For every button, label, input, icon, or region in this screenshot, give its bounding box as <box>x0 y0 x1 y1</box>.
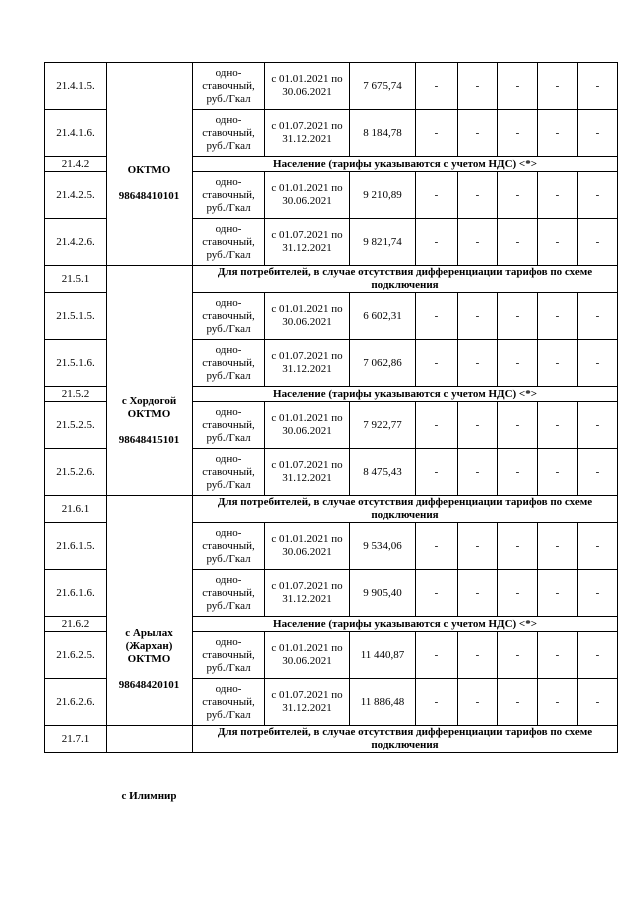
empty-dash-cell: - <box>498 402 538 449</box>
tariff-period: с 01.01.2021 по 30.06.2021 <box>265 172 350 219</box>
tariff-period: с 01.01.2021 по 30.06.2021 <box>265 293 350 340</box>
empty-dash-cell: - <box>498 570 538 617</box>
empty-dash-cell: - <box>458 402 498 449</box>
section-title: Население (тарифы указываются с учетом НДС) <*> <box>193 617 618 632</box>
location-line: ОКТМО <box>127 164 171 176</box>
empty-dash-cell: - <box>416 219 458 266</box>
section-title: Население (тарифы указываются с учетом НДС) <*> <box>193 157 618 172</box>
tariff-kind: одно-ставочный, руб./Гкал <box>193 293 265 340</box>
tariff-kind: одно-ставочный, руб./Гкал <box>193 340 265 387</box>
empty-dash-cell: - <box>538 523 578 570</box>
row-code: 21.6.2 <box>45 617 107 632</box>
empty-dash-cell: - <box>538 219 578 266</box>
empty-dash-cell: - <box>498 110 538 157</box>
row-code: 21.4.2 <box>45 157 107 172</box>
row-code: 21.5.1.5. <box>45 293 107 340</box>
tariff-kind: одно-ставочный, руб./Гкал <box>193 172 265 219</box>
empty-dash-cell: - <box>416 632 458 679</box>
row-code: 21.4.1.6. <box>45 110 107 157</box>
tariff-period: с 01.07.2021 по 31.12.2021 <box>265 449 350 496</box>
empty-dash-cell: - <box>416 63 458 110</box>
empty-dash-cell: - <box>498 632 538 679</box>
tariff-kind: одно-ставочный, руб./Гкал <box>193 679 265 726</box>
empty-dash-cell: - <box>416 110 458 157</box>
tariff-kind: одно-ставочный, руб./Гкал <box>193 63 265 110</box>
tariff-value: 7 675,74 <box>350 63 416 110</box>
location-line: 98648410101 <box>118 190 180 202</box>
tariff-kind: одно-ставочный, руб./Гкал <box>193 632 265 679</box>
empty-dash-cell: - <box>578 110 618 157</box>
location-line: с Арылах <box>125 627 173 639</box>
tariff-period: с 01.01.2021 по 30.06.2021 <box>265 523 350 570</box>
tariff-period: с 01.01.2021 по 30.06.2021 <box>265 632 350 679</box>
empty-dash-cell: - <box>498 63 538 110</box>
tariff-kind: одно-ставочный, руб./Гкал <box>193 110 265 157</box>
location-label <box>106 790 192 803</box>
tariff-value: 7 062,86 <box>350 340 416 387</box>
location-line: с Илимнир <box>121 790 177 802</box>
empty-dash-cell: - <box>416 523 458 570</box>
empty-dash-cell: - <box>458 449 498 496</box>
tariff-period: с 01.07.2021 по 31.12.2021 <box>265 679 350 726</box>
empty-dash-cell: - <box>498 172 538 219</box>
empty-dash-cell: - <box>458 110 498 157</box>
tariff-value: 9 821,74 <box>350 219 416 266</box>
empty-dash-cell: - <box>538 340 578 387</box>
location-label <box>106 164 192 203</box>
empty-dash-cell: - <box>458 632 498 679</box>
empty-dash-cell: - <box>458 219 498 266</box>
tariff-kind: одно-ставочный, руб./Гкал <box>193 402 265 449</box>
empty-dash-cell: - <box>578 449 618 496</box>
empty-dash-cell: - <box>538 679 578 726</box>
row-code: 21.5.1.6. <box>45 340 107 387</box>
row-code: 21.4.2.5. <box>45 172 107 219</box>
empty-dash-cell: - <box>578 172 618 219</box>
location-line <box>106 177 192 190</box>
empty-dash-cell: - <box>498 679 538 726</box>
tariff-period: с 01.07.2021 по 31.12.2021 <box>265 219 350 266</box>
empty-dash-cell: - <box>458 293 498 340</box>
empty-dash-cell: - <box>498 293 538 340</box>
location-line: 98648420101 <box>118 679 180 691</box>
empty-dash-cell: - <box>416 679 458 726</box>
empty-dash-cell: - <box>498 449 538 496</box>
tariff-row <box>45 63 618 110</box>
empty-dash-cell: - <box>538 449 578 496</box>
location-line: ОКТМО <box>127 653 171 665</box>
empty-dash-cell: - <box>538 172 578 219</box>
tariff-value: 9 210,89 <box>350 172 416 219</box>
empty-dash-cell: - <box>416 449 458 496</box>
section-title: Население (тарифы указываются с учетом НДС) <*> <box>193 387 618 402</box>
row-code: 21.4.2.6. <box>45 219 107 266</box>
empty-dash-cell: - <box>416 172 458 219</box>
empty-dash-cell: - <box>458 523 498 570</box>
location-cell <box>107 726 193 753</box>
tariff-value: 9 534,06 <box>350 523 416 570</box>
empty-dash-cell: - <box>578 523 618 570</box>
tariff-kind: одно-ставочный, руб./Гкал <box>193 570 265 617</box>
tariff-period: с 01.01.2021 по 30.06.2021 <box>265 402 350 449</box>
row-code: 21.5.2.6. <box>45 449 107 496</box>
row-code: 21.5.1 <box>45 266 107 293</box>
empty-dash-cell: - <box>578 63 618 110</box>
empty-dash-cell: - <box>498 219 538 266</box>
empty-dash-cell: - <box>538 632 578 679</box>
tariff-value: 8 184,78 <box>350 110 416 157</box>
empty-dash-cell: - <box>538 570 578 617</box>
location-line: с Хордогой <box>121 395 177 407</box>
location-line: 98648415101 <box>118 434 180 446</box>
tariff-kind: одно-ставочный, руб./Гкал <box>193 219 265 266</box>
location-line <box>106 666 192 679</box>
location-label <box>106 627 192 692</box>
tariff-kind: одно-ставочный, руб./Гкал <box>193 523 265 570</box>
tariff-period: с 01.07.2021 по 31.12.2021 <box>265 570 350 617</box>
row-code: 21.6.1.6. <box>45 570 107 617</box>
tariff-value: 11 886,48 <box>350 679 416 726</box>
empty-dash-cell: - <box>538 402 578 449</box>
empty-dash-cell: - <box>538 293 578 340</box>
tariff-period: с 01.01.2021 по 30.06.2021 <box>265 63 350 110</box>
empty-dash-cell: - <box>578 293 618 340</box>
empty-dash-cell: - <box>538 110 578 157</box>
empty-dash-cell: - <box>498 523 538 570</box>
empty-dash-cell: - <box>416 402 458 449</box>
empty-dash-cell: - <box>416 293 458 340</box>
tariff-value: 8 475,43 <box>350 449 416 496</box>
empty-dash-cell: - <box>458 679 498 726</box>
row-code: 21.4.1.5. <box>45 63 107 110</box>
row-code: 21.6.1 <box>45 496 107 523</box>
row-code: 21.6.1.5. <box>45 523 107 570</box>
tariff-value: 11 440,87 <box>350 632 416 679</box>
location-line: ОКТМО <box>127 408 171 420</box>
row-code: 21.6.2.6. <box>45 679 107 726</box>
row-code: 21.6.2.5. <box>45 632 107 679</box>
empty-dash-cell: - <box>458 570 498 617</box>
empty-dash-cell: - <box>578 219 618 266</box>
empty-dash-cell: - <box>578 340 618 387</box>
location-line <box>106 421 192 434</box>
row-code: 21.5.2 <box>45 387 107 402</box>
row-code: 21.7.1 <box>45 726 107 753</box>
empty-dash-cell: - <box>416 570 458 617</box>
empty-dash-cell: - <box>578 632 618 679</box>
tariff-value: 9 905,40 <box>350 570 416 617</box>
empty-dash-cell: - <box>416 340 458 387</box>
tariff-period: с 01.07.2021 по 31.12.2021 <box>265 340 350 387</box>
row-code: 21.5.2.5. <box>45 402 107 449</box>
tariff-value: 6 602,31 <box>350 293 416 340</box>
location-line: (Жархан) <box>125 640 173 652</box>
empty-dash-cell: - <box>458 63 498 110</box>
empty-dash-cell: - <box>458 340 498 387</box>
section-header-row <box>45 266 618 293</box>
tariff-kind: одно-ставочный, руб./Гкал <box>193 449 265 496</box>
section-title: Для потребителей, в случае отсутствия дифференциации тарифов по схеме подключения <box>193 266 618 293</box>
empty-dash-cell: - <box>578 570 618 617</box>
empty-dash-cell: - <box>578 679 618 726</box>
empty-dash-cell: - <box>538 63 578 110</box>
location-cell <box>107 266 193 496</box>
empty-dash-cell: - <box>578 402 618 449</box>
section-header-row <box>45 726 618 753</box>
empty-dash-cell: - <box>458 172 498 219</box>
section-title: Для потребителей, в случае отсутствия дифференциации тарифов по схеме подключения <box>193 726 618 753</box>
section-title: Для потребителей, в случае отсутствия дифференциации тарифов по схеме подключения <box>193 496 618 523</box>
empty-dash-cell: - <box>498 340 538 387</box>
tariff-value: 7 922,77 <box>350 402 416 449</box>
section-header-row <box>45 496 618 523</box>
location-label <box>106 395 192 447</box>
tariff-period: с 01.07.2021 по 31.12.2021 <box>265 110 350 157</box>
